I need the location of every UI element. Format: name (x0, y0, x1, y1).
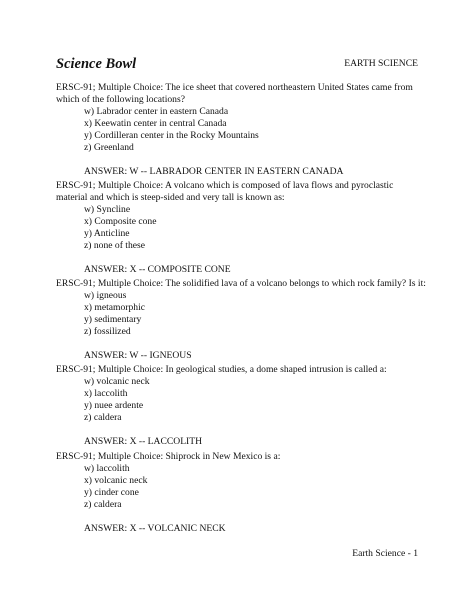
choice-w: w) laccolith (84, 463, 130, 474)
choice-y: y) Cordilleran center in the Rocky Mountains (84, 130, 259, 141)
page-header (56, 55, 418, 75)
choice-y: y) nuee ardente (84, 400, 144, 411)
choice-y: y) sedimentary (84, 314, 142, 325)
question-5 (56, 451, 426, 535)
choice-w: w) volcanic neck (84, 376, 150, 387)
choice-y: y) Anticline (84, 228, 130, 239)
page-footer: Earth Science - 1 (352, 548, 418, 559)
choice-x: x) Keewatin center in central Canada (84, 118, 227, 129)
choice-z: z) none of these (84, 240, 146, 251)
question-1 (56, 82, 426, 178)
choice-list (84, 106, 426, 154)
choice-w: w) Syncline (84, 204, 131, 215)
question-4 (56, 364, 426, 448)
answer-line: ANSWER: X -- LACCOLITH (84, 436, 203, 447)
question-stem: ERSC-91; Multiple Choice: In geological studies, a dome shaped intrusion is called a: (56, 364, 387, 375)
question-stem: ERSC-91; Multiple Choice: A volcano which is composed of lava flows and pyroclastic material and which is steep-sided and very tall is known as: (56, 180, 394, 203)
choice-z: z) Greenland (84, 142, 134, 153)
choice-x: x) Composite cone (84, 216, 157, 227)
answer-line: ANSWER: X -- COMPOSITE CONE (84, 264, 231, 275)
choice-w: w) igneous (84, 290, 127, 301)
subject-label: EARTH SCIENCE (344, 58, 418, 69)
page-title: Science Bowl (56, 56, 137, 72)
answer-line: ANSWER: W -- LABRADOR CENTER IN EASTERN CANADA (84, 166, 344, 177)
question-stem: ERSC-91; Multiple Choice: The solidified lava of a volcano belongs to which rock family? Is it: (56, 278, 426, 289)
choice-list (84, 290, 426, 338)
answer-line: ANSWER: W -- IGNEOUS (84, 350, 192, 361)
choice-y: y) cinder cone (84, 487, 139, 498)
choice-list (84, 204, 426, 252)
choice-x: x) metamorphic (84, 302, 146, 313)
choice-z: z) caldera (84, 499, 122, 510)
question-3 (56, 278, 426, 362)
question-stem: ERSC-91; Multiple Choice: The ice sheet that covered northeastern United States came from which of the following locations? (56, 82, 413, 105)
choice-list (84, 376, 426, 424)
choice-w: w) Labrador center in eastern Canada (84, 106, 229, 117)
choice-x: x) laccolith (84, 388, 128, 399)
question-2 (56, 180, 426, 276)
choice-z: z) caldera (84, 412, 122, 423)
choice-list (84, 463, 426, 511)
choice-x: x) volcanic neck (84, 475, 148, 486)
question-stem: ERSC-91; Multiple Choice: Shiprock in New Mexico is a: (56, 451, 281, 462)
choice-z: z) fossilized (84, 326, 131, 337)
answer-line: ANSWER: X -- VOLCANIC NECK (84, 523, 226, 534)
